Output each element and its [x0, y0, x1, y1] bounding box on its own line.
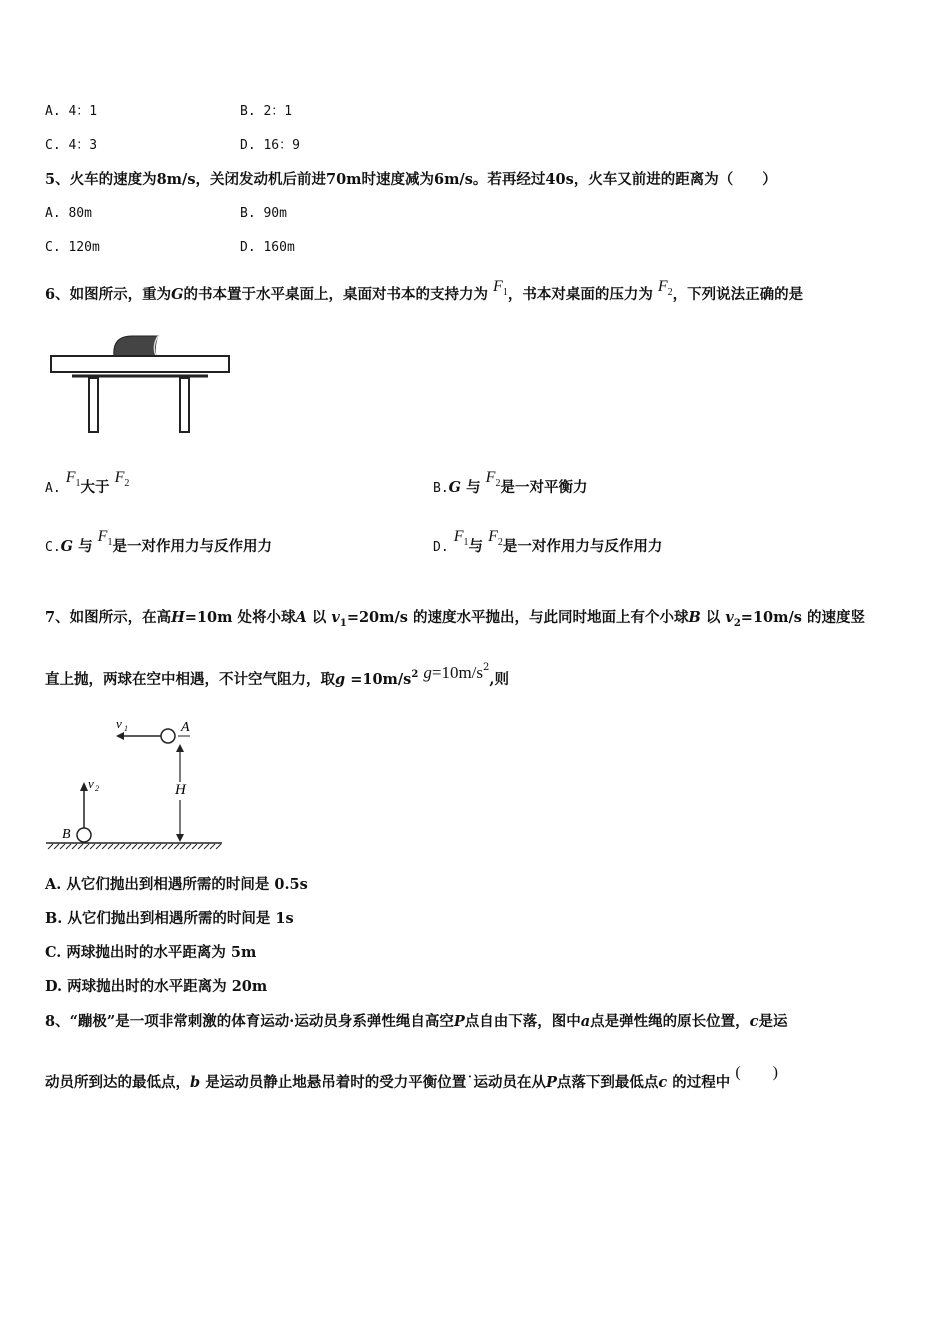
v1-label: v	[116, 716, 122, 731]
q5-stem: 5、火车的速度为8m/s，关闭发动机后前进70m时速度减为6m/s。若再经过40s，火车又前进的距离为（ ）	[45, 171, 777, 188]
q6-b-f2	[485, 469, 501, 489]
q8-text-2: 点自由下落，图中	[464, 1013, 581, 1030]
height-arrowhead-up	[176, 744, 184, 752]
v2-arrow-head	[80, 782, 88, 791]
v2-sub: 2	[95, 784, 99, 793]
q7-var-v1: v	[331, 609, 340, 626]
q8-stem-line-1	[45, 1012, 787, 1032]
height-arrowhead-down	[176, 834, 184, 842]
q7-text-4: =20m/s 的速度水平抛出，与此同时地面上有个小球	[346, 609, 689, 626]
q8-text-6: 是运动员静止地悬吊着时的受力平衡位置˙运动员在从	[205, 1074, 546, 1091]
q6-d-yu: 与	[468, 538, 483, 555]
q5-option-c: C. 120m	[45, 240, 100, 255]
q7-option-a: A. 从它们抛出到相遇所需的时间是 0.5s	[45, 876, 308, 893]
q7-sq-1: 2	[411, 669, 419, 680]
q6-var-g: G	[171, 286, 184, 303]
height-label: H	[175, 782, 186, 798]
q7-projectile-figure	[44, 712, 229, 854]
q6-option-a	[45, 469, 130, 500]
ball-b-label: B	[62, 827, 71, 842]
q6-c-f1	[97, 528, 113, 548]
q7-v2-sub: 2	[733, 618, 741, 629]
q7-var-b: B	[688, 609, 701, 626]
q6-a-label: A.	[45, 481, 61, 496]
q7-var-h: H	[171, 609, 185, 626]
q6-a-f1-letter: F	[65, 469, 76, 486]
q7-text-1: 7、如图所示，在高	[45, 609, 172, 626]
table-top	[51, 356, 229, 372]
q6-stem-text-4: ，下列说法正确的是	[672, 286, 804, 303]
q6-d-label: D.	[433, 540, 449, 555]
ball-a-label: A	[181, 720, 190, 735]
q7-text-2: =10m 处将小球	[184, 609, 296, 626]
q6-option-c	[45, 528, 272, 559]
q6-c-label: C.	[45, 540, 61, 555]
q6-c-text: 是一对作用力与反作用力	[112, 538, 272, 555]
q4-option-c: C. 4：3	[45, 138, 98, 153]
q7-option-c: C. 两球抛出时的水平距离为 5m	[45, 944, 257, 961]
q8-var-c2: c	[658, 1074, 668, 1091]
q7-math-g	[423, 663, 432, 682]
q6-f1	[493, 278, 508, 298]
q6-a-f2-letter: F	[114, 469, 125, 486]
q6-f2-sub: 2	[667, 287, 673, 298]
q6-f2-letter: F	[657, 278, 668, 295]
q8-text-7: 点落下到最低点	[556, 1074, 659, 1091]
book-shape	[114, 336, 158, 356]
q7-var-v2: v	[725, 609, 734, 626]
q6-f2	[657, 278, 673, 298]
q7-option-b: B. 从它们抛出到相遇所需的时间是 1s	[45, 910, 294, 927]
v1-sub: 1	[124, 724, 128, 733]
q7-var-g: g	[335, 671, 346, 688]
q6-d-f2-sub: 2	[497, 537, 503, 548]
q6-table-figure	[46, 330, 236, 440]
q4-option-b: B. 2：1	[240, 104, 293, 119]
q6-d-f1-sub: 1	[463, 537, 469, 548]
q5-option-d: D. 160m	[240, 240, 295, 255]
q8-text-5: 动员所到达的最低点，	[45, 1074, 190, 1091]
q7-stem-line-2	[45, 662, 509, 692]
q6-d-text: 是一对作用力与反作用力	[502, 538, 663, 555]
q6-a-f1	[65, 469, 81, 489]
q7-text-3: 以	[311, 609, 327, 626]
q6-b-f2-letter: F	[485, 469, 496, 486]
q8-text-1: 8、“蹦极”是一项非常刺激的体育运动·运动员身系弹性绳自高空	[45, 1013, 454, 1030]
q6-b-text: 是一对平衡力	[500, 479, 588, 496]
q6-c-f1-sub: 1	[107, 537, 113, 548]
q8-text-3: 点是弹性绳的原长位置，	[590, 1013, 750, 1030]
q6-b-label: B.	[433, 481, 449, 496]
q6-d-f1-letter: F	[453, 528, 464, 545]
q6-stem-text-2: 的书本置于水平桌面上，桌面对书本的支持力为	[183, 286, 488, 303]
q6-a-f2	[114, 469, 130, 489]
q7-text-6: =10m/s 的速度竖	[740, 609, 865, 626]
q8-stem-line-2	[45, 1064, 778, 1093]
ball-b	[77, 828, 91, 842]
ground-hatching	[48, 844, 221, 849]
q6-c-g: G	[60, 538, 74, 555]
q6-f1-sub: 1	[502, 287, 508, 298]
q6-a-f2-sub: 2	[124, 478, 130, 489]
q6-d-f2-letter: F	[488, 528, 498, 545]
q7-text-9: ,则	[489, 671, 509, 688]
v1-arrow-head	[116, 732, 124, 740]
q4-option-a: A. 4：1	[45, 104, 98, 119]
q6-d-f2	[488, 528, 503, 548]
q8-text-4: 是运	[758, 1013, 788, 1030]
q6-f1-letter: F	[493, 278, 503, 295]
q6-b-yu: 与	[466, 479, 481, 496]
q7-text-8: =10m/s	[350, 671, 412, 688]
ball-a	[161, 729, 175, 743]
q7-math-g-letter: g	[423, 663, 432, 682]
q6-c-f1-letter: F	[97, 528, 108, 545]
q7-option-d: D. 两球抛出时的水平距离为 20m	[45, 978, 268, 995]
q7-text-7: 直上抛，两球在空中相遇，不计空气阻力，取	[45, 671, 335, 688]
q8-var-p2: P	[545, 1074, 557, 1091]
q7-math-rest: =10m/s	[431, 663, 484, 682]
q8-var-b: b	[190, 1074, 201, 1091]
q8-text-8: 的过程中	[672, 1074, 731, 1091]
q8-var-c: c	[749, 1013, 759, 1030]
q7-text-5: 以	[705, 609, 721, 626]
table-leg-right	[180, 378, 189, 432]
q5-option-b: B. 90m	[240, 206, 287, 221]
q6-c-yu: 与	[78, 538, 93, 555]
q6-b-f2-sub: 2	[495, 478, 501, 489]
q8-var-a: a	[580, 1013, 591, 1030]
q7-sq-2: 2	[483, 662, 490, 673]
q6-option-b	[433, 469, 588, 500]
q7-stem-line-1	[45, 608, 865, 630]
q8-answer-paren: ( )	[735, 1064, 778, 1081]
q6-a-text: 大于	[80, 479, 110, 496]
q6-stem	[45, 278, 804, 307]
q6-b-g: G	[448, 479, 462, 496]
q6-stem-text-1: 6、如图所示，重为	[45, 286, 172, 303]
q7-var-a: A	[295, 609, 307, 626]
q7-v1-sub: 1	[339, 618, 347, 629]
q6-option-d	[433, 528, 663, 559]
q8-var-p: P	[453, 1013, 465, 1030]
q4-option-d: D. 16：9	[240, 138, 300, 153]
table-leg-left	[89, 378, 98, 432]
q6-a-f1-sub: 1	[75, 478, 81, 489]
q5-option-a: A. 80m	[45, 206, 92, 221]
v2-label: v	[88, 776, 94, 791]
q6-stem-text-3: ，书本对桌面的压力为	[507, 286, 653, 303]
q6-d-f1	[453, 528, 469, 548]
